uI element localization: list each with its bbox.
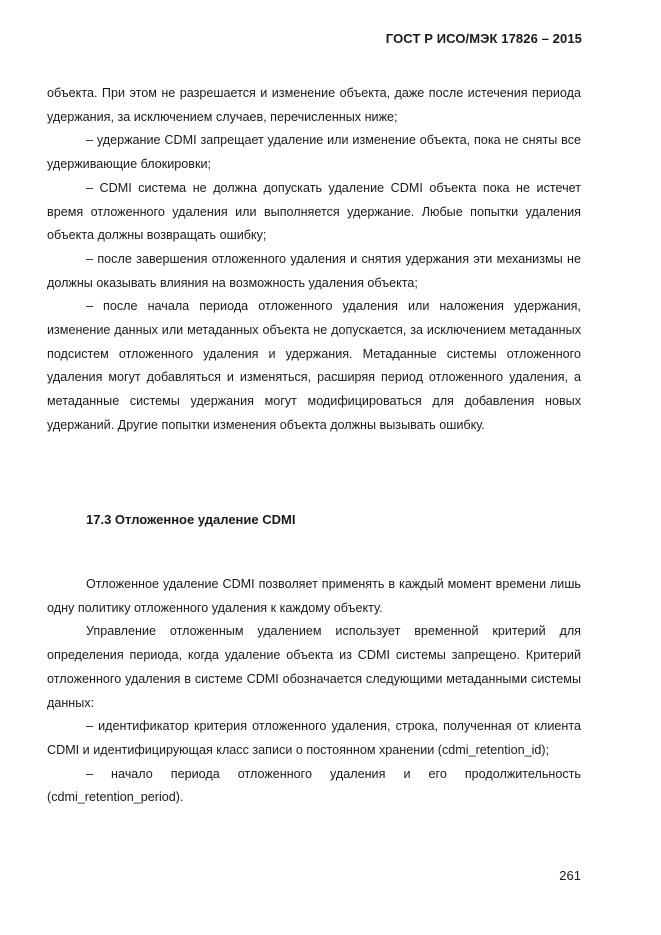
list-item: – удержание CDMI запрещает удаление или изменение объекта, пока не сняты все удерживающие блокировки; xyxy=(47,133,581,172)
text-block-2 xyxy=(47,573,581,810)
list-item: – после завершения отложенного удаления и снятия удержания эти механизмы не должны оказывать влияния на возможность удаления объекта; xyxy=(47,251,581,290)
list-item: – CDMI система не должна допускать удаление CDMI объекта пока не истечет время отложенного удаления или выполняется удержание. Любые попытки удаления объекта должны возвращать ошибку; xyxy=(47,180,581,243)
paragraph: Управление отложенным удалением использует временной критерий для определения периода, когда удаление объекта из CDMI системы запрещено. Критерий отложенного удаления в системе CDMI обозначается следующими метаданными системы данных: xyxy=(47,624,581,710)
list-item: – начало периода отложенного удаления и его продолжительность (cdmi_retention_period). xyxy=(47,766,581,805)
list-item: – после начала периода отложенного удаления или наложения удержания, изменение данных или метаданных объекта не допускается, за исключением метаданных подсистем отложенного удаления и удержания. Метаданные системы отложенного удаления могут добавляться и изменяться, расширяя период отложенного удаления, а метаданные системы удержания могут модифицироваться для добавления новых удержаний. Другие попытки изменения объекта должны вызывать ошибку. xyxy=(47,299,581,432)
text-block-1 xyxy=(47,82,581,438)
page-number: 261 xyxy=(559,868,581,883)
document-header: ГОСТ Р ИСО/МЭК 17826 – 2015 xyxy=(385,31,582,46)
paragraph: объекта. При этом не разрешается и изменение объекта, даже после истечения периода удержания, за исключением случаев, перечисленных ниже; xyxy=(47,86,581,124)
paragraph: Отложенное удаление CDMI позволяет применять в каждый момент времени лишь одну политику отложенного удаления к каждому объекту. xyxy=(47,577,581,615)
section-heading: 17.3 Отложенное удаление CDMI xyxy=(86,512,296,527)
list-item: – идентификатор критерия отложенного удаления, строка, полученная от клиента CDMI и идентифицирующая класс записи о постоянном хранении (cdmi_retention_id); xyxy=(47,719,581,757)
